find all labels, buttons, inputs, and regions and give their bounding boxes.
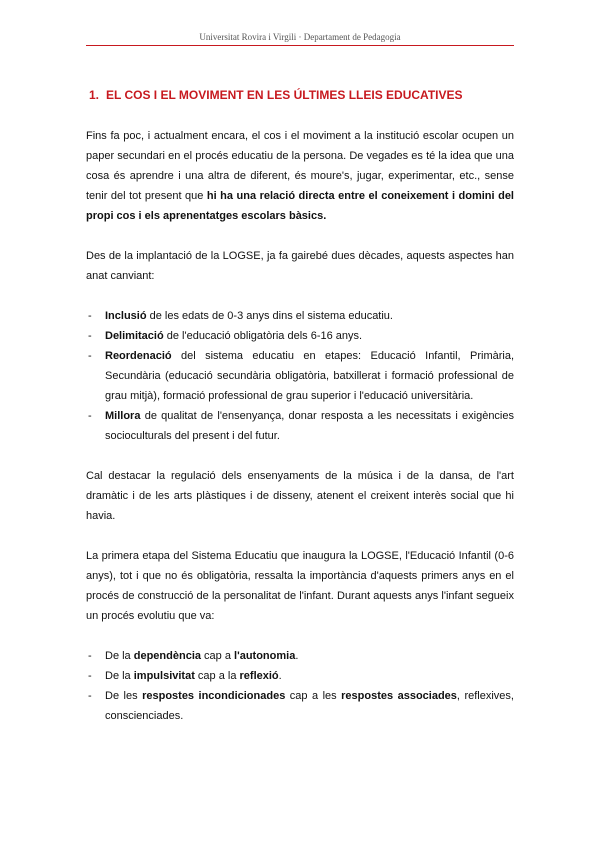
section-number: 1. — [89, 88, 100, 102]
document-body — [86, 126, 514, 726]
list-item — [86, 326, 514, 346]
list-item-text: de les edats de 0-3 anys dins el sistema educatiu. — [146, 310, 393, 322]
changes-list — [86, 306, 514, 446]
paragraph-intro-text: Fins fa poc, i actualment encara, el cos i el moviment a la institució escolar ocupen un paper secundari en el procés educatiu de la persona. De vegades es té la idea que una cosa és aprendre i una altra de diferent, és moure's, jugar, experimentar, etc., sense tenir del tot present que — [86, 130, 514, 202]
list-item-text: cap a la — [194, 670, 240, 682]
list-item-text: del sistema educatiu en etapes: Educació Infantil, Primària, Secundària (educació secundària obligatòria, batxillerat i formació professional de grau mitjà), formació professional de grau superior i l'educació universitària. — [105, 350, 514, 402]
list-item-text: De la — [105, 650, 134, 662]
paragraph-infantil: La primera etapa del Sistema Educatiu que inaugura la LOGSE, l'Educació Infantil (0-6 anys), tot i que no és obligatòria, ressalta la importància d'aquests primers anys en el procés de construcció de la personalitat de l'infant. Durant aquests anys l'infant segueix un procés evolutiu que va: — [86, 550, 514, 622]
paragraph-logse: Des de la implantació de la LOGSE, ja fa gairebé dues dècades, aquests aspectes han anat canviant: — [86, 250, 514, 282]
list-item-bold: l'autonomia — [234, 650, 296, 662]
list-item-text: de qualitat de l'ensenyança, donar resposta a les necessitats i exigències socioculturals del present i del futur. — [105, 410, 514, 442]
paragraph-arts: Cal destacar la regulació dels ensenyaments de la música i de la dansa, de l'art dramàtic i de les arts plàstiques i de disseny, atenent el creixent interès social que hi havia. — [86, 470, 514, 522]
paragraph-intro-bold: hi ha una relació directa entre el coneixement i domini del propi cos i els aprenentatges escolars bàsics. — [86, 190, 514, 222]
list-item-bold: Delimitació — [105, 330, 164, 342]
list-item — [86, 646, 514, 666]
list-item-text: . — [278, 670, 282, 682]
list-item-bold: Reordenació — [105, 350, 172, 362]
list-item-text: . — [295, 650, 299, 662]
list-item-bold: respostes associades — [341, 690, 457, 702]
list-item-bold: impulsivitat — [133, 670, 195, 682]
list-item — [86, 306, 514, 326]
list-item-text: , reflexives, conscienciades. — [105, 690, 514, 722]
paragraph-intro — [86, 126, 514, 226]
list-item-text: De les — [105, 690, 143, 702]
list-item — [86, 666, 514, 686]
page-header: Universitat Rovira i Virgili · Departament de Pedagogia — [199, 32, 401, 42]
list-item-text: de l'educació obligatòria dels 6-16 anys. — [163, 330, 363, 342]
header-rule — [86, 45, 514, 46]
list-item-bold: dependència — [133, 650, 201, 662]
list-item — [86, 406, 514, 446]
list-item-text: cap a — [201, 650, 235, 662]
section-title — [89, 88, 463, 102]
list-item-bold: Inclusió — [105, 310, 147, 322]
list-item-bold: respostes incondicionades — [142, 690, 286, 702]
list-item-bold: reflexió — [239, 670, 279, 682]
list-item — [86, 346, 514, 406]
section-title-text: EL COS I EL MOVIMENT EN LES ÚLTIMES LLEIS EDUCATIVES — [106, 88, 463, 102]
list-item-bold: Millora — [105, 410, 141, 422]
list-item — [86, 686, 514, 726]
list-item-text: cap a les — [285, 690, 342, 702]
list-item-text: De la — [105, 670, 134, 682]
evolution-list — [86, 646, 514, 726]
